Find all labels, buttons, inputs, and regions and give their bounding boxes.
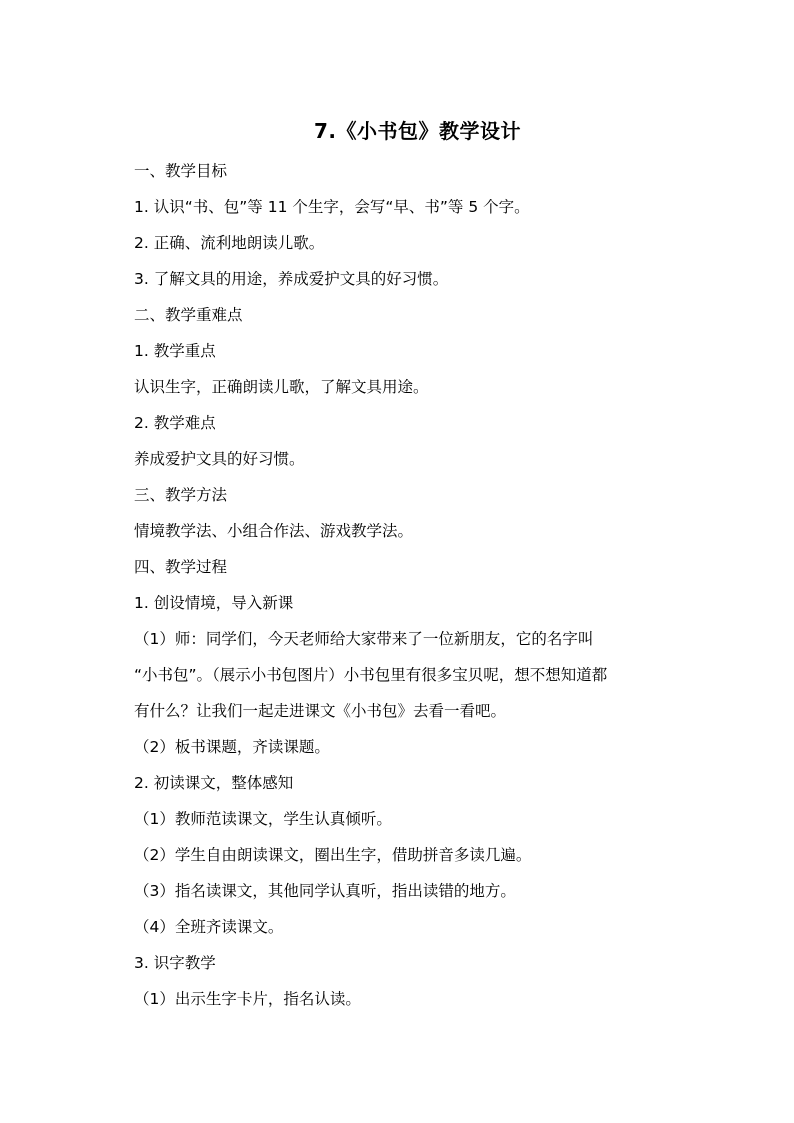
difficulty-text: 养成爱护文具的好习惯。	[134, 450, 305, 468]
document-title: 7.《小书包》教学设计	[313, 119, 521, 143]
step-2-item-3: （3）指名读课文，其他同学认真听，指出读错的地方。	[134, 882, 516, 900]
step-2-item-4: （4）全班齐读课文。	[134, 918, 284, 936]
paragraph-line: （1）师：同学们，今天老师给大家带来了一位新朋友，它的名字叫	[134, 630, 594, 648]
step-2-heading: 2. 初读课文，整体感知	[134, 774, 294, 792]
section-heading-objectives: 一、教学目标	[134, 162, 228, 180]
paragraph-line: 有什么？让我们一起走进课文《小书包》去看一看吧。	[134, 702, 507, 720]
objective-1: 1. 认识“书、包”等 11 个生字，会写“早、书”等 5 个字。	[134, 198, 530, 216]
step-1-item-2: （2）板书课题，齐读课题。	[134, 738, 330, 756]
step-2-item-2: （2）学生自由朗读课文，圈出生字，借助拼音多读几遍。	[134, 846, 532, 864]
step-3-item-1: （1）出示生字卡片，指名认读。	[134, 990, 361, 1008]
key-point-text: 认识生字，正确朗读儿歌，了解文具用途。	[134, 378, 429, 396]
paragraph-line: “小书包”。（展示小书包图片）小书包里有很多宝贝呢，想不想知道都	[134, 666, 608, 684]
document-page	[134, 114, 701, 1017]
objective-2: 2. 正确、流利地朗读儿歌。	[134, 234, 325, 252]
step-2-item-1: （1）教师范读课文，学生认真倾听。	[134, 810, 392, 828]
section-heading-methods: 三、教学方法	[134, 486, 228, 504]
subheading-key-point: 1. 教学重点	[134, 342, 216, 360]
subheading-difficulty: 2. 教学难点	[134, 414, 216, 432]
section-heading-process: 四、教学过程	[134, 558, 228, 576]
objective-3: 3. 了解文具的用途，养成爱护文具的好习惯。	[134, 270, 449, 288]
step-1-heading: 1. 创设情境，导入新课	[134, 594, 294, 612]
step-1-paragraph-1	[134, 621, 701, 729]
methods-text: 情境教学法、小组合作法、游戏教学法。	[134, 522, 414, 540]
section-heading-key-points: 二、教学重难点	[134, 306, 243, 324]
step-3-heading: 3. 识字教学	[134, 954, 216, 972]
